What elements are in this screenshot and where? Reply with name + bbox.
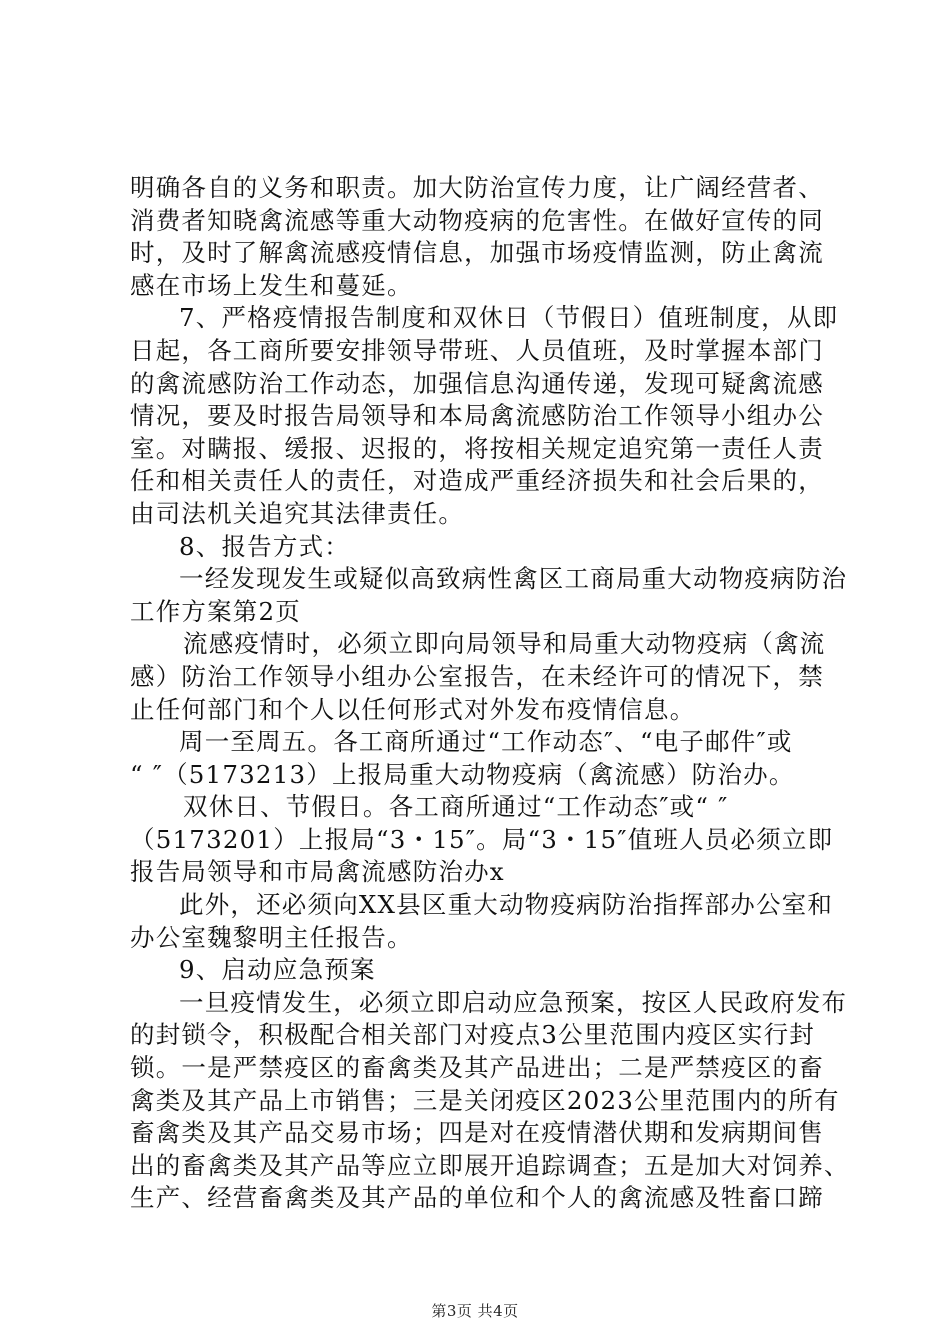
text-line: 感）防治工作领导小组办公室报告，在未经许可的情况下，禁 (130, 661, 824, 691)
page-number-footer: 第3页 共4页 (431, 1302, 519, 1320)
text-line: 7、严格疫情报告制度和双休日（节假日）值班制度，从即 (179, 303, 839, 333)
section-heading: 9、启动应急预案 (179, 955, 376, 985)
text-line: （5173201）上报局“3・15″。局“3・15″值班人员必须立即 (130, 824, 834, 854)
text-line: 锁。一是严禁疫区的畜禽类及其产品进出；二是严禁疫区的畜 (130, 1053, 824, 1083)
text-line: 消费者知晓禽流感等重大动物疫病的危害性。在做好宣传的同 (130, 205, 824, 235)
text-line: 双休日、节假日。各工商所通过“工作动态″或“ ″ (183, 792, 729, 822)
text-line: “ ″（5173213）上报局重大动物疫病（禽流感）防治办。 (130, 759, 795, 789)
text-line: 出的畜禽类及其产品等应立即展开追踪调查；五是加大对饲养、 (130, 1150, 850, 1180)
text-line: 周一至周五。各工商所通过“工作动态″、“电子邮件″或 (179, 727, 793, 757)
text-line: 止任何部门和个人以任何形式对外发布疫情信息。 (130, 694, 696, 724)
text-line: 一旦疫情发生，必须立即启动应急预案，按区人民政府发布 (179, 987, 848, 1017)
text-line: 一经发现发生或疑似高致病性禽区工商局重大动物疫病防治 (179, 564, 848, 594)
text-line: 流感疫情时，必须立即向局领导和局重大动物疫病（禽流 (183, 629, 826, 659)
text-line: 室。对瞒报、缓报、迟报的，将按相关规定追究第一责任人责 (130, 433, 824, 463)
text-line: 明确各自的义务和职责。加大防治宣传力度，让广阔经营者、 (130, 173, 824, 202)
text-line: 感在市场上发生和蔓延。 (130, 270, 413, 300)
section-heading: 8、报告方式： (179, 531, 350, 561)
text-line: 工作方案第2页 (130, 596, 301, 626)
text-line: 日起，各工商所要安排领导带班、人员值班，及时掌握本部门 (130, 335, 824, 365)
text-line: 的封锁令，积极配合相关部门对疫点3公里范围内疫区实行封 (130, 1020, 815, 1050)
text-line: 情况，要及时报告局领导和本局禽流感防治工作领导小组办公 (130, 401, 824, 431)
text-line: 畜禽类及其产品交易市场；四是对在疫情潜伏期和发病期间售 (130, 1118, 824, 1148)
text-line: 的禽流感防治工作动态，加强信息沟通传递，发现可疑禽流感 (130, 368, 824, 398)
text-line: 禽类及其产品上市销售；三是关闭疫区2023公里范围内的所有 (130, 1085, 840, 1115)
text-line: 生产、经营畜禽类及其产品的单位和个人的禽流感及牲畜口蹄 (130, 1183, 824, 1213)
text-line: 办公室魏黎明主任报告。 (130, 922, 413, 952)
text-line: 此外，还必须向XX县区重大动物疫病防治指挥部办公室和 (179, 890, 834, 920)
text-line: 任和相关责任人的责任，对造成严重经济损失和社会后果的， (130, 466, 824, 496)
document-body (130, 172, 850, 1215)
text-line: 报告局领导和市局禽流感防治办x (130, 857, 505, 887)
text-line: 由司法机关追究其法律责任。 (130, 498, 465, 528)
text-line: 时，及时了解禽流感疫情信息，加强市场疫情监测，防止禽流 (130, 238, 824, 268)
